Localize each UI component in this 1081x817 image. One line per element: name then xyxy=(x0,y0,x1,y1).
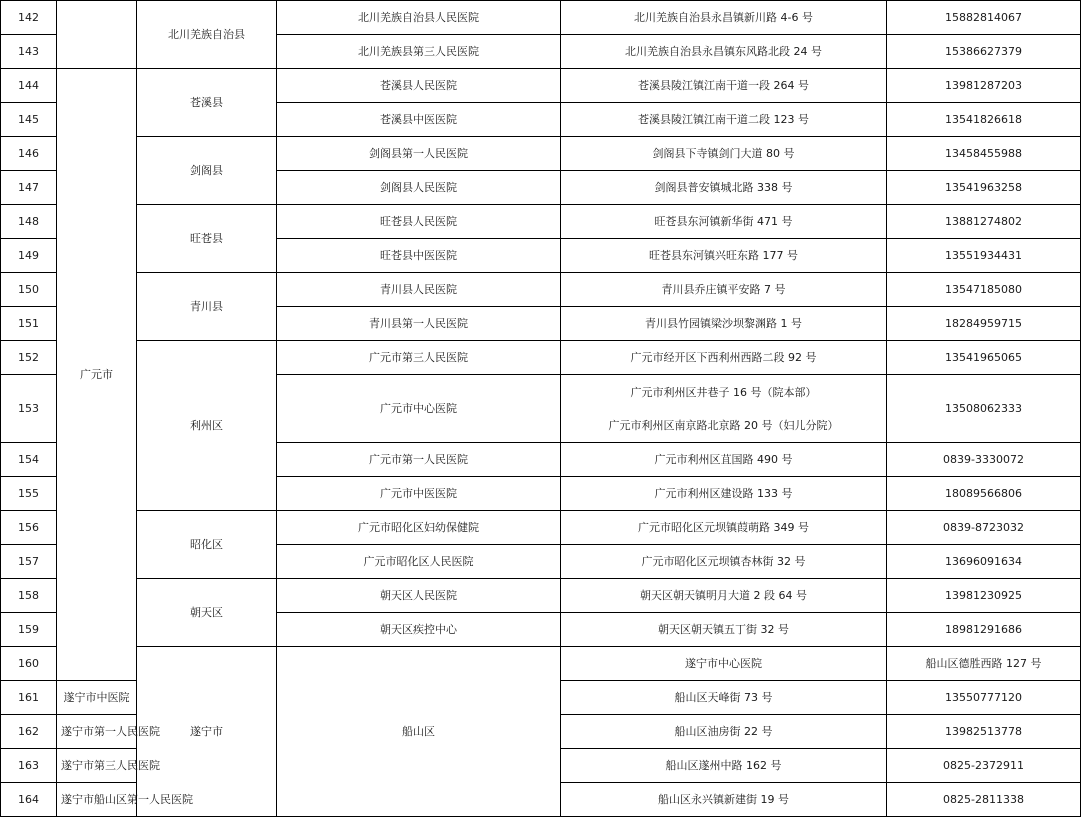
hospital-address: 船山区油房街 22 号 xyxy=(561,715,887,749)
hospital-address: 青川县乔庄镇平安路 7 号 xyxy=(561,273,887,307)
row-number: 153 xyxy=(1,375,57,443)
hospital-address: 旺苍县东河镇兴旺东路 177 号 xyxy=(561,239,887,273)
hospital-phone: 0825-2372911 xyxy=(887,749,1081,783)
row-number: 159 xyxy=(1,613,57,647)
row-number: 155 xyxy=(1,477,57,511)
row-number: 150 xyxy=(1,273,57,307)
hospital-phone: 18284959715 xyxy=(887,307,1081,341)
hospital-phone: 13458455988 xyxy=(887,137,1081,171)
hospital-phone: 18981291686 xyxy=(887,613,1081,647)
hospital-address xyxy=(561,375,887,443)
hospital-address: 广元市经开区下西利州西路二段 92 号 xyxy=(561,341,887,375)
table-row xyxy=(1,1,1081,35)
row-number: 147 xyxy=(1,171,57,205)
county-cell: 昭化区 xyxy=(137,511,277,579)
city-cell xyxy=(57,1,137,69)
hospital-name: 苍溪县中医医院 xyxy=(277,103,561,137)
hospital-address: 剑阁县下寺镇剑门大道 80 号 xyxy=(561,137,887,171)
row-number: 151 xyxy=(1,307,57,341)
hospital-name: 广元市第三人民医院 xyxy=(277,341,561,375)
row-number: 160 xyxy=(1,647,57,681)
hospital-address: 广元市利州区苴国路 490 号 xyxy=(561,443,887,477)
row-number: 143 xyxy=(1,35,57,69)
county-cell: 剑阁县 xyxy=(137,137,277,205)
hospital-address: 苍溪县陵江镇江南干道二段 123 号 xyxy=(561,103,887,137)
row-number: 142 xyxy=(1,1,57,35)
hospital-name: 北川羌族县第三人民医院 xyxy=(277,35,561,69)
row-number: 158 xyxy=(1,579,57,613)
table-row xyxy=(1,341,1081,375)
row-number: 162 xyxy=(1,715,57,749)
city-cell: 遂宁市 xyxy=(137,647,277,817)
hospital-address: 朝天区朝天镇明月大道 2 段 64 号 xyxy=(561,579,887,613)
hospital-address: 船山区永兴镇新建街 19 号 xyxy=(561,783,887,817)
hospital-phone: 13541965065 xyxy=(887,341,1081,375)
table-row xyxy=(1,205,1081,239)
hospital-name: 旺苍县中医医院 xyxy=(277,239,561,273)
county-cell: 船山区 xyxy=(277,647,561,817)
row-number: 145 xyxy=(1,103,57,137)
row-number: 149 xyxy=(1,239,57,273)
hospital-name: 朝天区疾控中心 xyxy=(277,613,561,647)
address-line-branch: 广元市利州区南京路北京路 20 号（妇儿分院） xyxy=(608,418,839,432)
address-line-main: 广元市利州区井巷子 16 号（院本部） xyxy=(630,385,817,399)
hospital-phone: 15386627379 xyxy=(887,35,1081,69)
hospital-phone: 18089566806 xyxy=(887,477,1081,511)
hospital-address: 北川羌族自治县永昌镇东风路北段 24 号 xyxy=(561,35,887,69)
row-number: 164 xyxy=(1,783,57,817)
hospital-phone: 13541826618 xyxy=(887,103,1081,137)
hospital-address: 苍溪县陵江镇江南干道一段 264 号 xyxy=(561,69,887,103)
hospital-name: 广元市中医医院 xyxy=(277,477,561,511)
row-number: 154 xyxy=(1,443,57,477)
row-number: 148 xyxy=(1,205,57,239)
row-number: 163 xyxy=(1,749,57,783)
row-number: 156 xyxy=(1,511,57,545)
hospital-phone: 13551934431 xyxy=(887,239,1081,273)
table-row xyxy=(1,69,1081,103)
county-cell: 利州区 xyxy=(137,341,277,511)
hospital-phone: 13508062333 xyxy=(887,375,1081,443)
hospital-name: 北川羌族自治县人民医院 xyxy=(277,1,561,35)
hospital-name: 旺苍县人民医院 xyxy=(277,205,561,239)
hospital-address: 朝天区朝天镇五丁街 32 号 xyxy=(561,613,887,647)
table-row xyxy=(1,137,1081,171)
hospital-phone: 13696091634 xyxy=(887,545,1081,579)
hospital-address: 旺苍县东河镇新华街 471 号 xyxy=(561,205,887,239)
hospital-phone: 0825-2811338 xyxy=(887,783,1081,817)
county-cell: 北川羌族自治县 xyxy=(137,1,277,69)
hospital-name: 遂宁市中心医院 xyxy=(561,647,887,681)
hospital-name: 遂宁市中医院 xyxy=(57,681,137,715)
hospital-phone: 0839-3330072 xyxy=(887,443,1081,477)
row-number: 152 xyxy=(1,341,57,375)
hospital-name: 广元市第一人民医院 xyxy=(277,443,561,477)
row-number: 161 xyxy=(1,681,57,715)
hospital-phone: 15882814067 xyxy=(887,1,1081,35)
table-row xyxy=(1,273,1081,307)
hospital-name: 剑阁县人民医院 xyxy=(277,171,561,205)
hospital-name: 青川县第一人民医院 xyxy=(277,307,561,341)
hospital-name: 广元市中心医院 xyxy=(277,375,561,443)
hospital-name: 遂宁市第一人民医院 xyxy=(57,715,137,749)
hospital-phone: 13982513778 xyxy=(887,715,1081,749)
row-number: 157 xyxy=(1,545,57,579)
county-cell: 朝天区 xyxy=(137,579,277,647)
hospital-name: 青川县人民医院 xyxy=(277,273,561,307)
table-row xyxy=(1,511,1081,545)
hospital-name: 广元市昭化区人民医院 xyxy=(277,545,561,579)
hospital-address: 船山区天峰街 73 号 xyxy=(561,681,887,715)
hospital-address: 青川县竹园镇梁沙坝黎渊路 1 号 xyxy=(561,307,887,341)
hospital-name: 广元市昭化区妇幼保健院 xyxy=(277,511,561,545)
hospital-phone: 13550777120 xyxy=(887,681,1081,715)
county-cell: 旺苍县 xyxy=(137,205,277,273)
hospital-address: 北川羌族自治县永昌镇新川路 4-6 号 xyxy=(561,1,887,35)
hospital-address: 剑阁县普安镇城北路 338 号 xyxy=(561,171,887,205)
hospital-phone: 13547185080 xyxy=(887,273,1081,307)
hospital-name: 苍溪县人民医院 xyxy=(277,69,561,103)
hospital-name: 遂宁市第三人民医院 xyxy=(57,749,137,783)
hospital-phone: 0839-8723032 xyxy=(887,511,1081,545)
county-cell: 苍溪县 xyxy=(137,69,277,137)
hospital-name: 剑阁县第一人民医院 xyxy=(277,137,561,171)
hospital-phone: 13981287203 xyxy=(887,69,1081,103)
city-cell: 广元市 xyxy=(57,69,137,681)
table-row xyxy=(1,647,1081,681)
hospital-address: 广元市昭化区元坝镇杏林街 32 号 xyxy=(561,545,887,579)
hospital-address: 船山区德胜西路 127 号 xyxy=(887,647,1081,681)
table-row xyxy=(1,579,1081,613)
hospital-phone: 13541963258 xyxy=(887,171,1081,205)
county-cell: 青川县 xyxy=(137,273,277,341)
row-number: 146 xyxy=(1,137,57,171)
hospital-address: 广元市昭化区元坝镇葭萌路 349 号 xyxy=(561,511,887,545)
hospital-phone: 13881274802 xyxy=(887,205,1081,239)
hospital-name: 朝天区人民医院 xyxy=(277,579,561,613)
hospital-phone: 13981230925 xyxy=(887,579,1081,613)
hospital-address: 船山区遂州中路 162 号 xyxy=(561,749,887,783)
hospital-name: 遂宁市船山区第一人民医院 xyxy=(57,783,137,817)
row-number: 144 xyxy=(1,69,57,103)
hospital-address: 广元市利州区建设路 133 号 xyxy=(561,477,887,511)
